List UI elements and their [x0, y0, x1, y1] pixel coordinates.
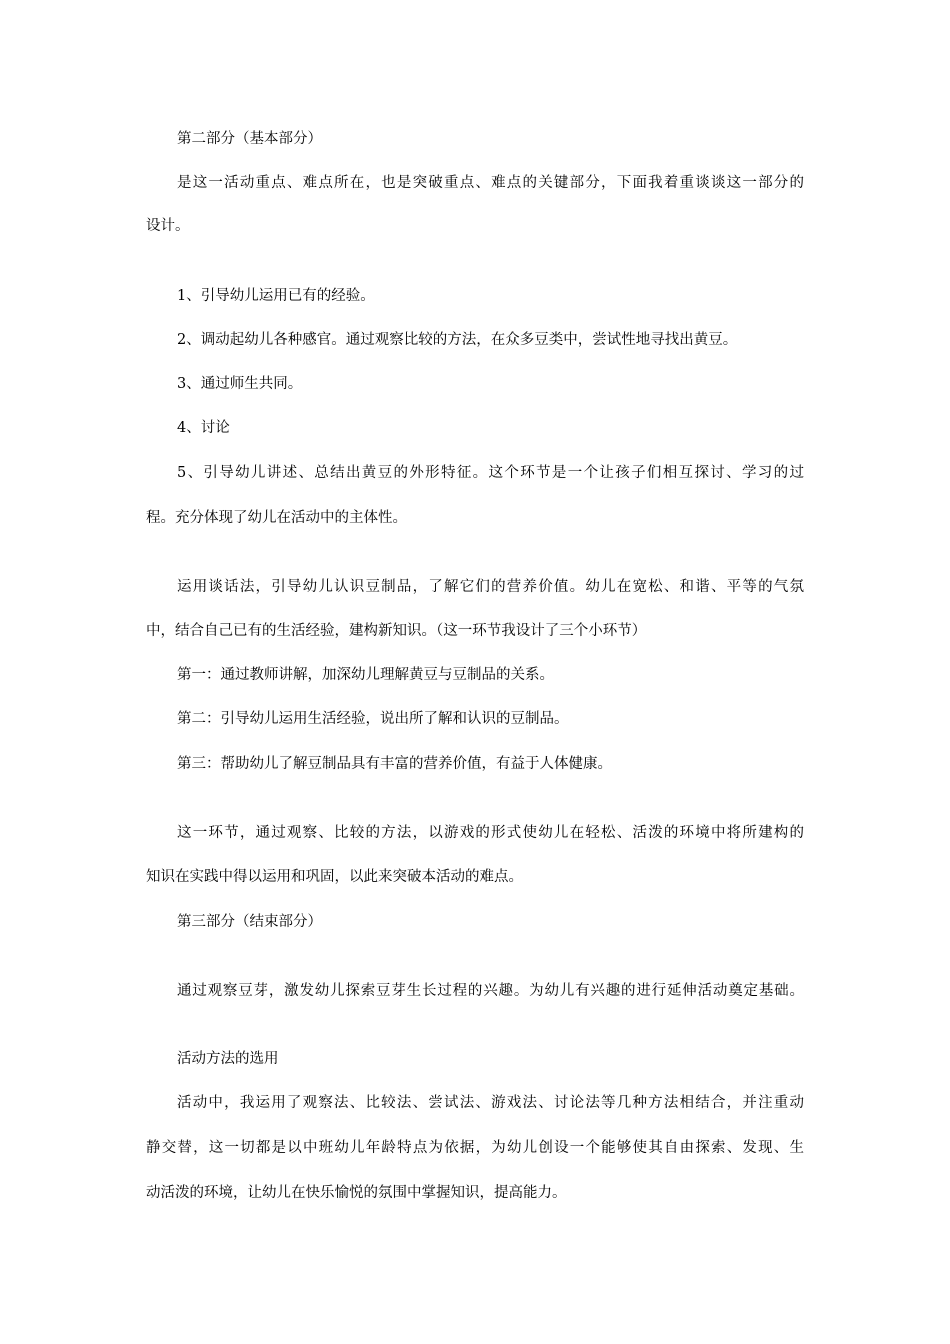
list-item: 4、讨论 [177, 420, 230, 436]
list-item: 1、引导幼儿运用已有的经验。 [177, 288, 375, 304]
section-heading-part-three: 第三部分（结束部分） [177, 914, 322, 930]
list-item: 第一：通过教师讲解，加深幼儿理解黄豆与豆制品的关系。 [177, 667, 554, 683]
paragraph-line: 静交替，这一切都是以中班幼儿年龄特点为依据，为幼儿创设一个能够使其自由探索、发现、生 [146, 1140, 804, 1156]
list-item: 5、引导幼儿讲述、总结出黄豆的外形特征。这个环节是一个让孩子们相互探讨、学习的过 [177, 465, 804, 481]
paragraph-line: 活动中，我运用了观察法、比较法、尝试法、游戏法、讨论法等几种方法相结合，并注重动 [177, 1095, 804, 1111]
paragraph-line: 通过观察豆芽，激发幼儿探索豆芽生长过程的兴趣。为幼儿有兴趣的进行延伸活动奠定基础。 [177, 983, 804, 999]
section-heading-part-two: 第二部分（基本部分） [177, 131, 322, 147]
section-heading-methods: 活动方法的选用 [177, 1051, 279, 1067]
paragraph-line: 知识在实践中得以运用和巩固，以此来突破本活动的难点。 [146, 869, 523, 885]
paragraph-line: 是这一活动重点、难点所在，也是突破重点、难点的关键部分，下面我着重谈谈这一部分的 [177, 175, 804, 191]
paragraph-line: 这一环节，通过观察、比较的方法，以游戏的形式使幼儿在轻松、活泼的环境中将所建构的 [177, 825, 804, 841]
paragraph-line: 程。充分体现了幼儿在活动中的主体性。 [146, 510, 407, 526]
paragraph-line: 运用谈话法，引导幼儿认识豆制品，了解它们的营养价值。幼儿在宽松、和谐、平等的气氛 [177, 579, 804, 595]
list-item: 3、通过师生共同。 [177, 376, 303, 392]
list-item: 第三：帮助幼儿了解豆制品具有丰富的营养价值，有益于人体健康。 [177, 756, 612, 772]
list-item: 第二：引导幼儿运用生活经验，说出所了解和认识的豆制品。 [177, 711, 569, 727]
list-item: 2、调动起幼儿各种感官。通过观察比较的方法，在众多豆类中，尝试性地寻找出黄豆。 [177, 332, 738, 348]
paragraph-line: 动活泼的环境，让幼儿在快乐愉悦的氛围中掌握知识，提高能力。 [146, 1185, 567, 1201]
paragraph-line: 设计。 [146, 218, 190, 234]
paragraph-line: 中，结合自己已有的生活经验，建构新知识。（这一环节我设计了三个小环节） [146, 623, 647, 639]
